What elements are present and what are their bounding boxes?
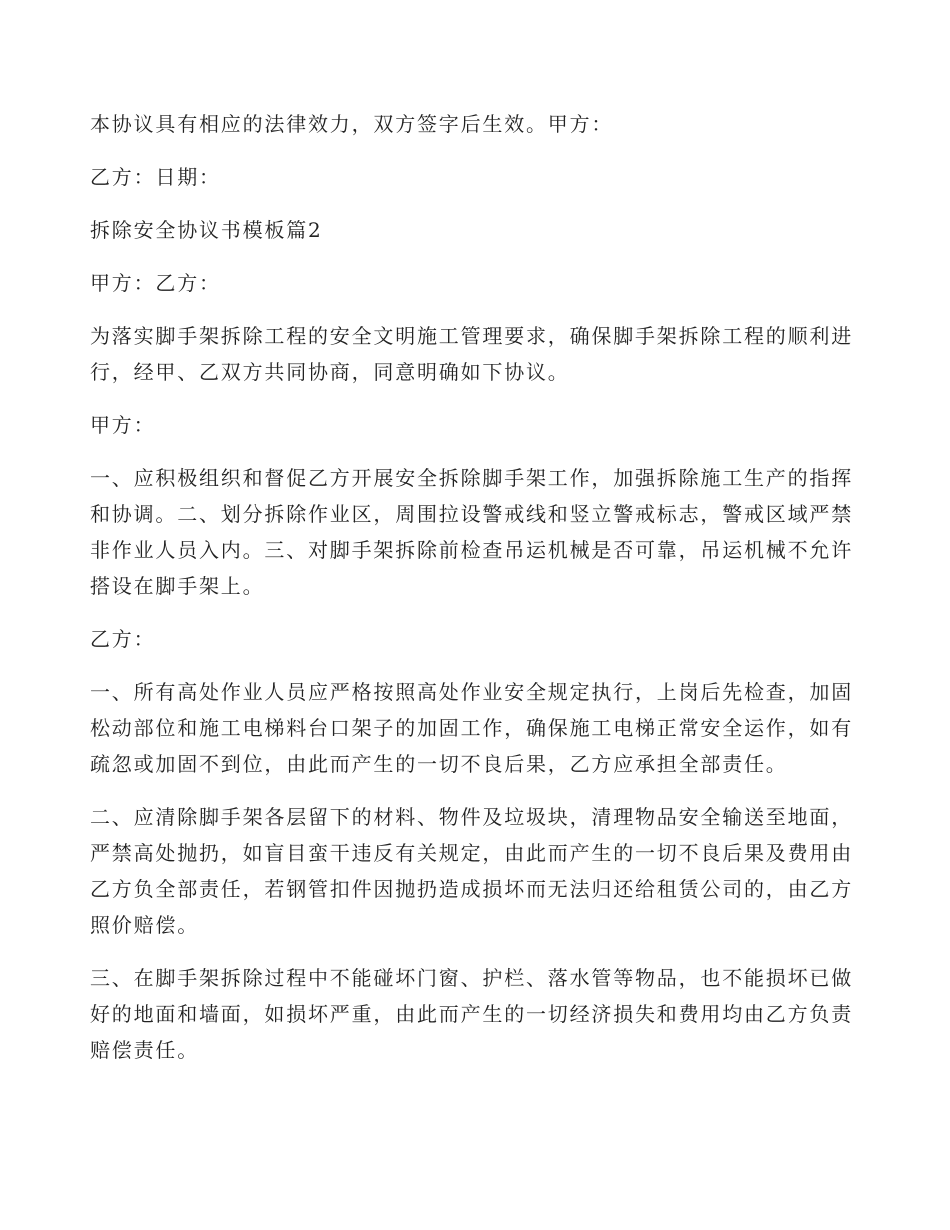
paragraph-party-b-duty-3: 三、在脚手架拆除过程中不能碰坏门窗、护栏、落水管等物品，也不能损坏已做好的地面和墙面，如损坏严重，由此而产生的一切经济损失和费用均由乙方负责赔偿责任。 — [90, 966, 853, 1062]
paragraph-party-a-label: 甲方： — [90, 413, 156, 437]
paragraph-party-b-duty-1: 一、所有高处作业人员应严格按照高处作业安全规定执行，上岗后先检查，加固松动部位和施工电梯料台口架子的加固工作，确保施工电梯正常安全运作，如有疏忽或加固不到位，由此而产生的一切不良后果，乙方应承担全部责任。 — [90, 680, 853, 776]
paragraph-parties: 甲方：乙方： — [90, 271, 221, 295]
paragraph-party-a-duties: 一、应积极组织和督促乙方开展安全拆除脚手架工作，加强拆除施工生产的指挥和协调。二、划分拆除作业区，周围拉设警戒线和竖立警戒标志，警戒区域严禁非作业人员入内。三、对脚手架拆除前检查吊运机械是否可靠，吊运机械不允许搭设在脚手架上。 — [90, 466, 853, 598]
section-heading: 拆除安全协议书模板篇2 — [90, 218, 323, 242]
paragraph-party-b-date: 乙方：日期： — [90, 165, 221, 189]
paragraph-effectiveness-clause: 本协议具有相应的法律效力，双方签字后生效。甲方： — [90, 112, 614, 136]
paragraph-party-b-duty-2: 二、应清除脚手架各层留下的材料、物件及垃圾块，清理物品安全输送至地面，严禁高处抛扔，如盲目蛮干违反有关规定，由此而产生的一切不良后果及费用由乙方负全部责任，若钢管扣件因抛扔造成损坏而无法归还给租赁公司的，由乙方照价赔偿。 — [90, 805, 853, 937]
document-body — [90, 106, 862, 1085]
paragraph-party-b-label: 乙方： — [90, 627, 156, 651]
paragraph-purpose: 为落实脚手架拆除工程的安全文明施工管理要求，确保脚手架拆除工程的顺利进行，经甲、乙双方共同协商，同意明确如下协议。 — [90, 324, 853, 384]
